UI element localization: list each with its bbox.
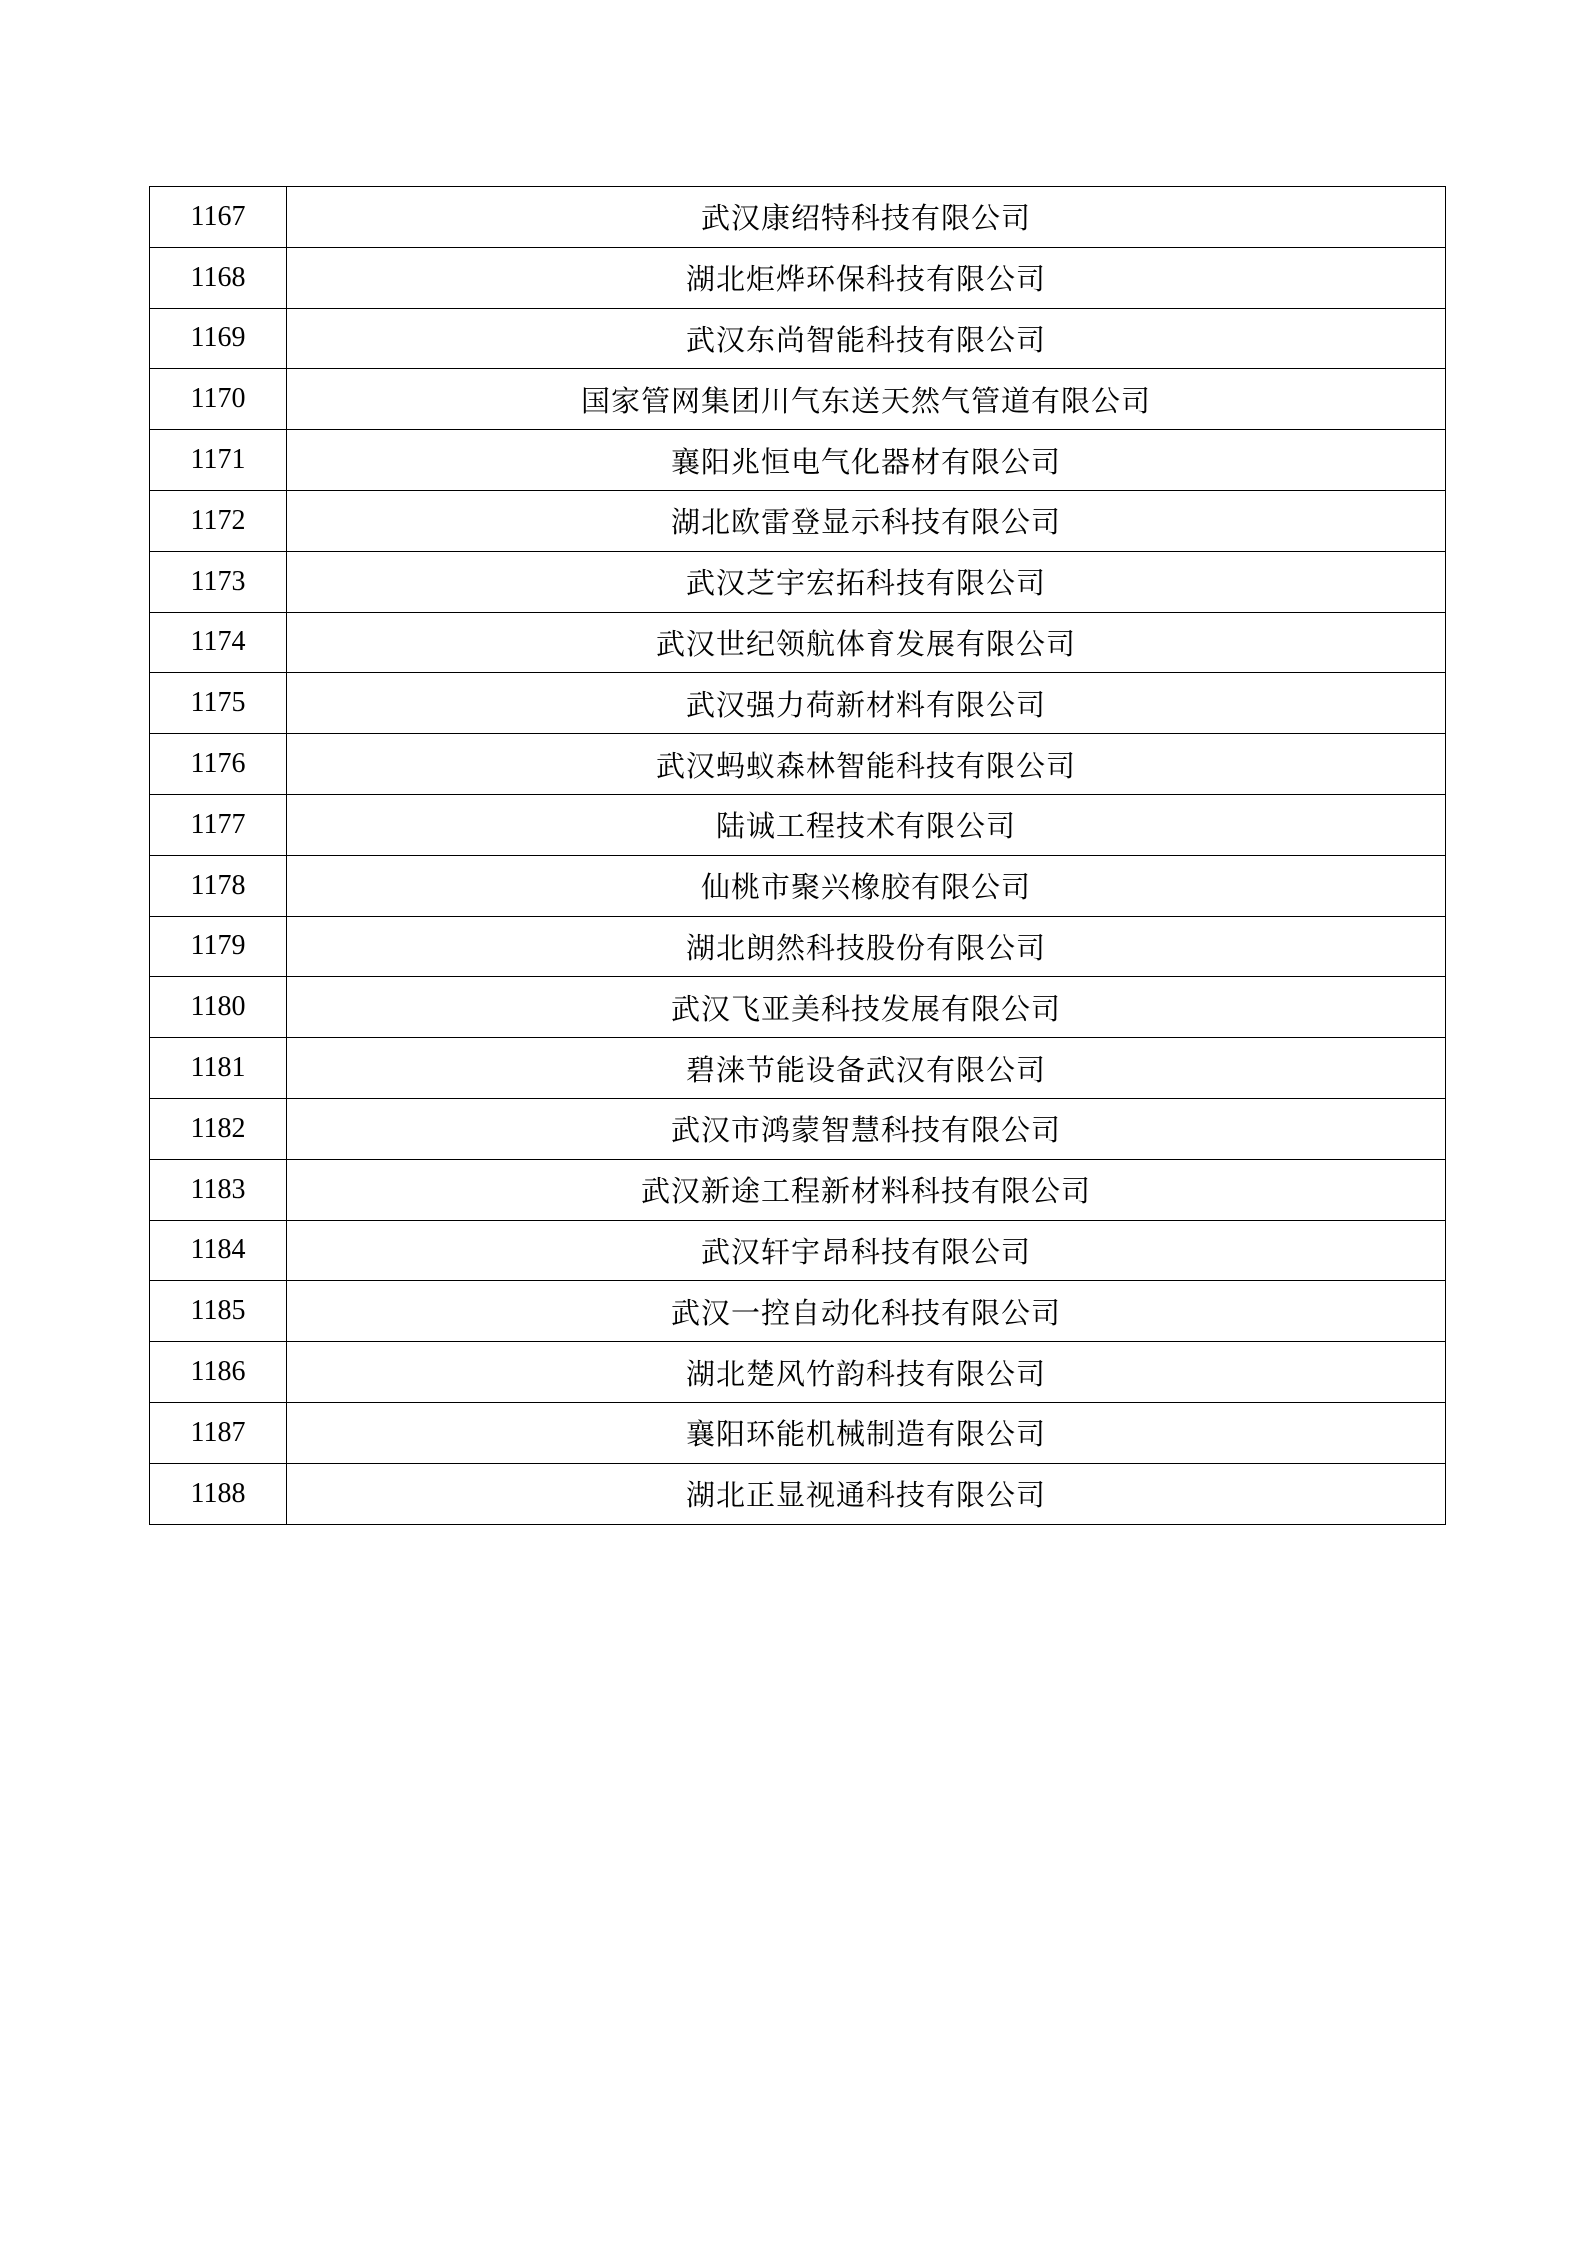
table-row bbox=[150, 551, 1446, 612]
row-number-cell: 1170 bbox=[150, 369, 287, 430]
table-row bbox=[150, 1220, 1446, 1281]
company-name-cell: 武汉一控自动化科技有限公司 bbox=[287, 1281, 1446, 1342]
row-number-cell: 1167 bbox=[150, 187, 287, 248]
row-number-cell: 1188 bbox=[150, 1463, 287, 1524]
company-name-cell: 国家管网集团川气东送天然气管道有限公司 bbox=[287, 369, 1446, 430]
row-number-cell: 1173 bbox=[150, 551, 287, 612]
table-row bbox=[150, 794, 1446, 855]
company-name-cell: 湖北炬烨环保科技有限公司 bbox=[287, 247, 1446, 308]
company-list-body bbox=[150, 187, 1446, 1525]
row-number-cell: 1175 bbox=[150, 673, 287, 734]
row-number-cell: 1179 bbox=[150, 916, 287, 977]
table-row bbox=[150, 855, 1446, 916]
company-name-cell: 湖北欧雷登显示科技有限公司 bbox=[287, 490, 1446, 551]
row-number-cell: 1183 bbox=[150, 1159, 287, 1220]
company-name-cell: 湖北朗然科技股份有限公司 bbox=[287, 916, 1446, 977]
table-row bbox=[150, 734, 1446, 795]
table-row bbox=[150, 369, 1446, 430]
row-number-cell: 1184 bbox=[150, 1220, 287, 1281]
table-row bbox=[150, 1159, 1446, 1220]
company-name-cell: 仙桃市聚兴橡胶有限公司 bbox=[287, 855, 1446, 916]
company-name-cell: 武汉强力荷新材料有限公司 bbox=[287, 673, 1446, 734]
table-row bbox=[150, 673, 1446, 734]
table-row bbox=[150, 916, 1446, 977]
row-number-cell: 1181 bbox=[150, 1038, 287, 1099]
table-row bbox=[150, 1463, 1446, 1524]
table-row bbox=[150, 490, 1446, 551]
row-number-cell: 1187 bbox=[150, 1402, 287, 1463]
table-row bbox=[150, 1402, 1446, 1463]
company-name-cell: 武汉蚂蚁森林智能科技有限公司 bbox=[287, 734, 1446, 795]
row-number-cell: 1174 bbox=[150, 612, 287, 673]
row-number-cell: 1178 bbox=[150, 855, 287, 916]
row-number-cell: 1176 bbox=[150, 734, 287, 795]
row-number-cell: 1180 bbox=[150, 977, 287, 1038]
row-number-cell: 1169 bbox=[150, 308, 287, 369]
table-row bbox=[150, 1281, 1446, 1342]
row-number-cell: 1185 bbox=[150, 1281, 287, 1342]
company-name-cell: 武汉康绍特科技有限公司 bbox=[287, 187, 1446, 248]
row-number-cell: 1182 bbox=[150, 1098, 287, 1159]
company-name-cell: 武汉世纪领航体育发展有限公司 bbox=[287, 612, 1446, 673]
company-name-cell: 襄阳环能机械制造有限公司 bbox=[287, 1402, 1446, 1463]
company-name-cell: 武汉东尚智能科技有限公司 bbox=[287, 308, 1446, 369]
table-row bbox=[150, 612, 1446, 673]
table-row bbox=[150, 247, 1446, 308]
table-row bbox=[150, 187, 1446, 248]
row-number-cell: 1171 bbox=[150, 430, 287, 491]
company-name-cell: 武汉轩宇昂科技有限公司 bbox=[287, 1220, 1446, 1281]
row-number-cell: 1186 bbox=[150, 1342, 287, 1403]
table-row bbox=[150, 977, 1446, 1038]
table-row bbox=[150, 308, 1446, 369]
table-row bbox=[150, 430, 1446, 491]
company-name-cell: 碧涞节能设备武汉有限公司 bbox=[287, 1038, 1446, 1099]
row-number-cell: 1177 bbox=[150, 794, 287, 855]
company-name-cell: 武汉市鸿蒙智慧科技有限公司 bbox=[287, 1098, 1446, 1159]
table-row bbox=[150, 1098, 1446, 1159]
company-name-cell: 湖北楚风竹韵科技有限公司 bbox=[287, 1342, 1446, 1403]
row-number-cell: 1168 bbox=[150, 247, 287, 308]
company-name-cell: 湖北正显视通科技有限公司 bbox=[287, 1463, 1446, 1524]
company-list-table bbox=[149, 186, 1446, 1525]
company-name-cell: 襄阳兆恒电气化器材有限公司 bbox=[287, 430, 1446, 491]
table-row bbox=[150, 1342, 1446, 1403]
table-row bbox=[150, 1038, 1446, 1099]
row-number-cell: 1172 bbox=[150, 490, 287, 551]
company-name-cell: 武汉飞亚美科技发展有限公司 bbox=[287, 977, 1446, 1038]
company-name-cell: 武汉新途工程新材料科技有限公司 bbox=[287, 1159, 1446, 1220]
company-name-cell: 武汉芝宇宏拓科技有限公司 bbox=[287, 551, 1446, 612]
company-name-cell: 陆诚工程技术有限公司 bbox=[287, 794, 1446, 855]
